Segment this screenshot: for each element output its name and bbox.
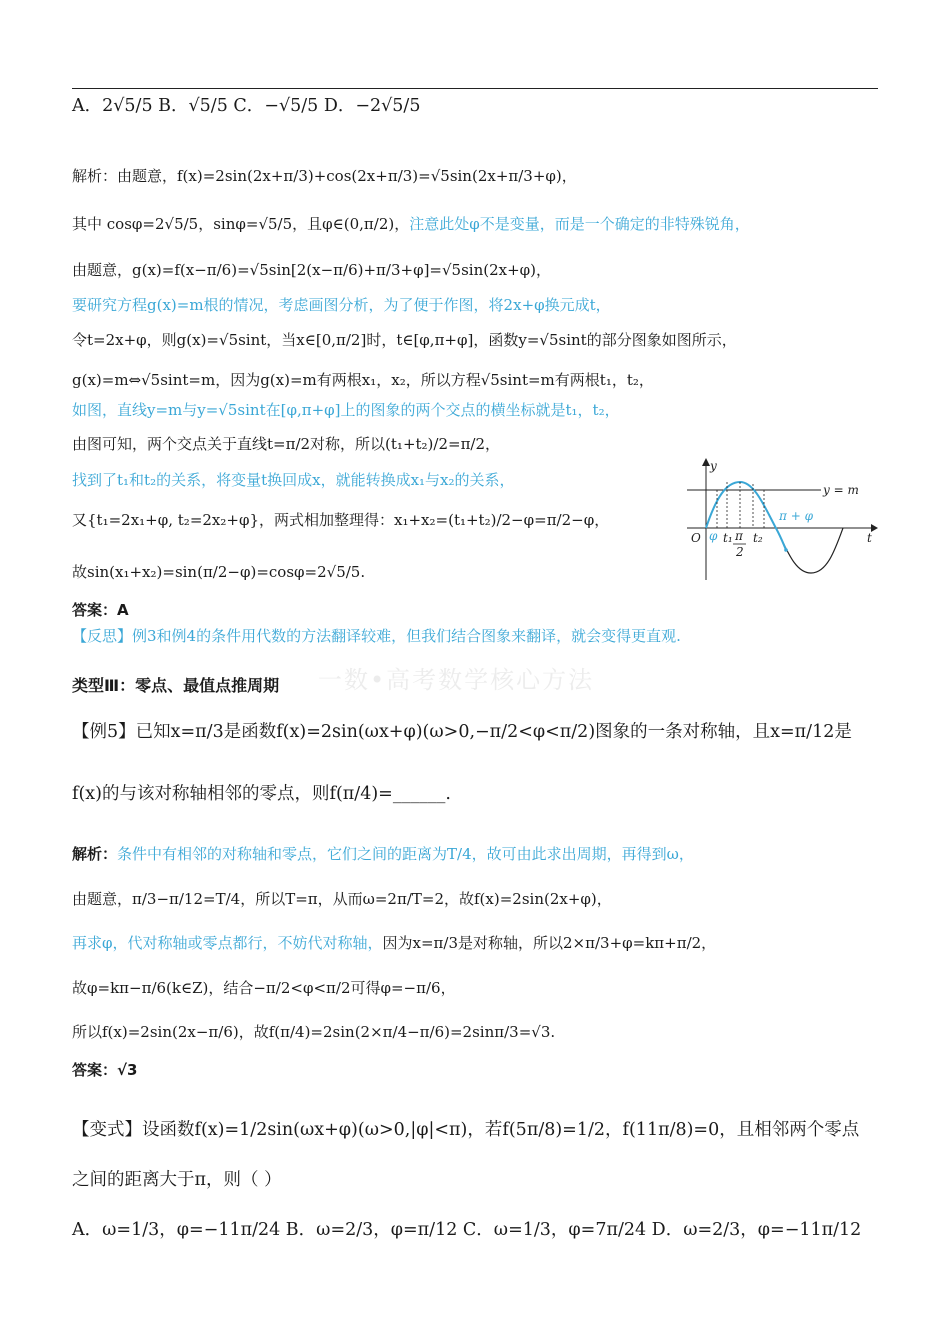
label-pi: π: [735, 529, 743, 543]
example5-line-1: 【例5】已知x=π/3是函数f(x)=2sin(ωx+φ)(ω>0,−π/2<φ<π/2)图象的一条对称轴，且x=π/12是: [72, 722, 852, 742]
reflection: 【反思】例3和例4的条件用代数的方法翻译较难，但我们结合图象来翻译，就会变得更直观.: [72, 627, 681, 645]
sine-graph: [683, 458, 878, 583]
label-t: t: [867, 531, 872, 545]
solution5-line-4: 故φ=kπ−π/6(k∈Z)，结合−π/2<φ<π/2可得φ=−π/6，: [72, 979, 456, 997]
arc-end-point: [784, 548, 788, 552]
example5-line-2: f(x)的与该对称轴相邻的零点，则f(π/4)=______.: [72, 784, 451, 804]
solution-line-2: 其中 cosφ=2√5/5，sinφ=√5/5，且φ∈(0,π/2)，注意此处φ不是变量，而是一个确定的非特殊锐角，: [72, 215, 750, 233]
label-t1: t₁: [723, 531, 733, 545]
label-origin: O: [691, 531, 701, 545]
solution-line-8: 故sin(x₁+x₂)=sin(π/2−φ)=cosφ=2√5/5.: [72, 563, 366, 581]
solution-line-4: 令t=2x+φ，则g(x)=√5sint，当x∈[0,π/2]时，t∈[φ,π+φ]，函数y=√5sint的部分图象如图所示，: [72, 331, 737, 349]
answer-1: 答案：A: [72, 601, 129, 619]
solution5-line-1: 解析：条件中有相邻的对称轴和零点，它们之间的距离为T/4，故可由此求出周期，再得到ω，: [72, 845, 694, 863]
answer-2: 答案：√3: [72, 1061, 138, 1079]
label-phi: φ: [709, 529, 718, 543]
solution-line-7: 又{t₁=2x₁+φ, t₂=2x₂+φ}，两式相加整理得：x₁+x₂=(t₁+t₂)/2−φ=π/2−φ，: [72, 511, 610, 529]
section-heading: 类型Ⅲ：零点、最值点推周期: [72, 676, 280, 695]
label-t2: t₂: [753, 531, 763, 545]
top-rule: [72, 88, 878, 89]
variant-choices: A．ω=1/3，φ=−11π/24 B．ω=2/3，φ=π/12 C．ω=1/3，φ=7π/24 D．ω=2/3，φ=−11π/12: [72, 1220, 862, 1240]
choice-row-prev: A．2√5/5 B．√5/5 C．−√5/5 D．−2√5/5: [72, 96, 421, 116]
variant-line-1: 【变式】设函数f(x)=1/2sin(ωx+φ)(ω>0,|φ|<π)，若f(5π/8)=1/2，f(11π/8)=0，且相邻两个零点: [72, 1120, 860, 1140]
y-axis-arrow-icon: [702, 458, 710, 466]
solution5-line-3: 再求φ，代对称轴或零点都行，不妨代对称轴，因为x=π/3是对称轴，所以2×π/3+φ=kπ+π/2，: [72, 934, 717, 952]
label-two: 2: [736, 545, 744, 559]
watermark: 一数•高考数学核心方法: [318, 666, 595, 694]
solution5-line-2: 由题意，π/3−π/12=T/4，所以T=π，从而ω=2π/T=2，故f(x)=2sin(2x+φ)，: [72, 890, 612, 908]
variant-line-2: 之间的距离大于π，则（ ）: [72, 1170, 282, 1190]
note-line-3: 找到了t₁和t₂的关系，将变量t换回成x，就能转换成x₁与x₂的关系，: [72, 471, 515, 489]
label-y: y: [710, 459, 717, 473]
note-line-1: 要研究方程g(x)=m根的情况，考虑画图分析，为了便于作图，将2x+φ换元成t，: [72, 296, 611, 314]
solution5-line-5: 所以f(x)=2sin(2x−π/6)，故f(π/4)=2sin(2×π/4−π/6)=2sinπ/3=√3.: [72, 1023, 556, 1041]
t-axis-arrow-icon: [871, 524, 878, 532]
note-line-2: 如图，直线y=m与y=√5sint在[φ,π+φ]上的图象的两个交点的横坐标就是t₁，t₂，: [72, 401, 620, 419]
solution-line-1: 解析：由题意，f(x)=2sin(2x+π/3)+cos(2x+π/3)=√5sin(2x+π/3+φ)，: [72, 167, 577, 185]
solution-line-6: 由图可知，两个交点关于直线t=π/2对称，所以(t₁+t₂)/2=π/2，: [72, 435, 501, 453]
label-pi-phi: π + φ: [779, 509, 813, 523]
label-line: y = m: [823, 483, 859, 497]
solution-line-5: g(x)=m⇔√5sint=m，因为g(x)=m有两根x₁，x₂，所以方程√5sint=m有两根t₁，t₂，: [72, 371, 654, 389]
highlighted-arc: [706, 482, 786, 550]
solution-line-3: 由题意，g(x)=f(x−π/6)=√5sin[2(x−π/6)+π/3+φ]=√5sin(2x+φ)，: [72, 261, 552, 279]
